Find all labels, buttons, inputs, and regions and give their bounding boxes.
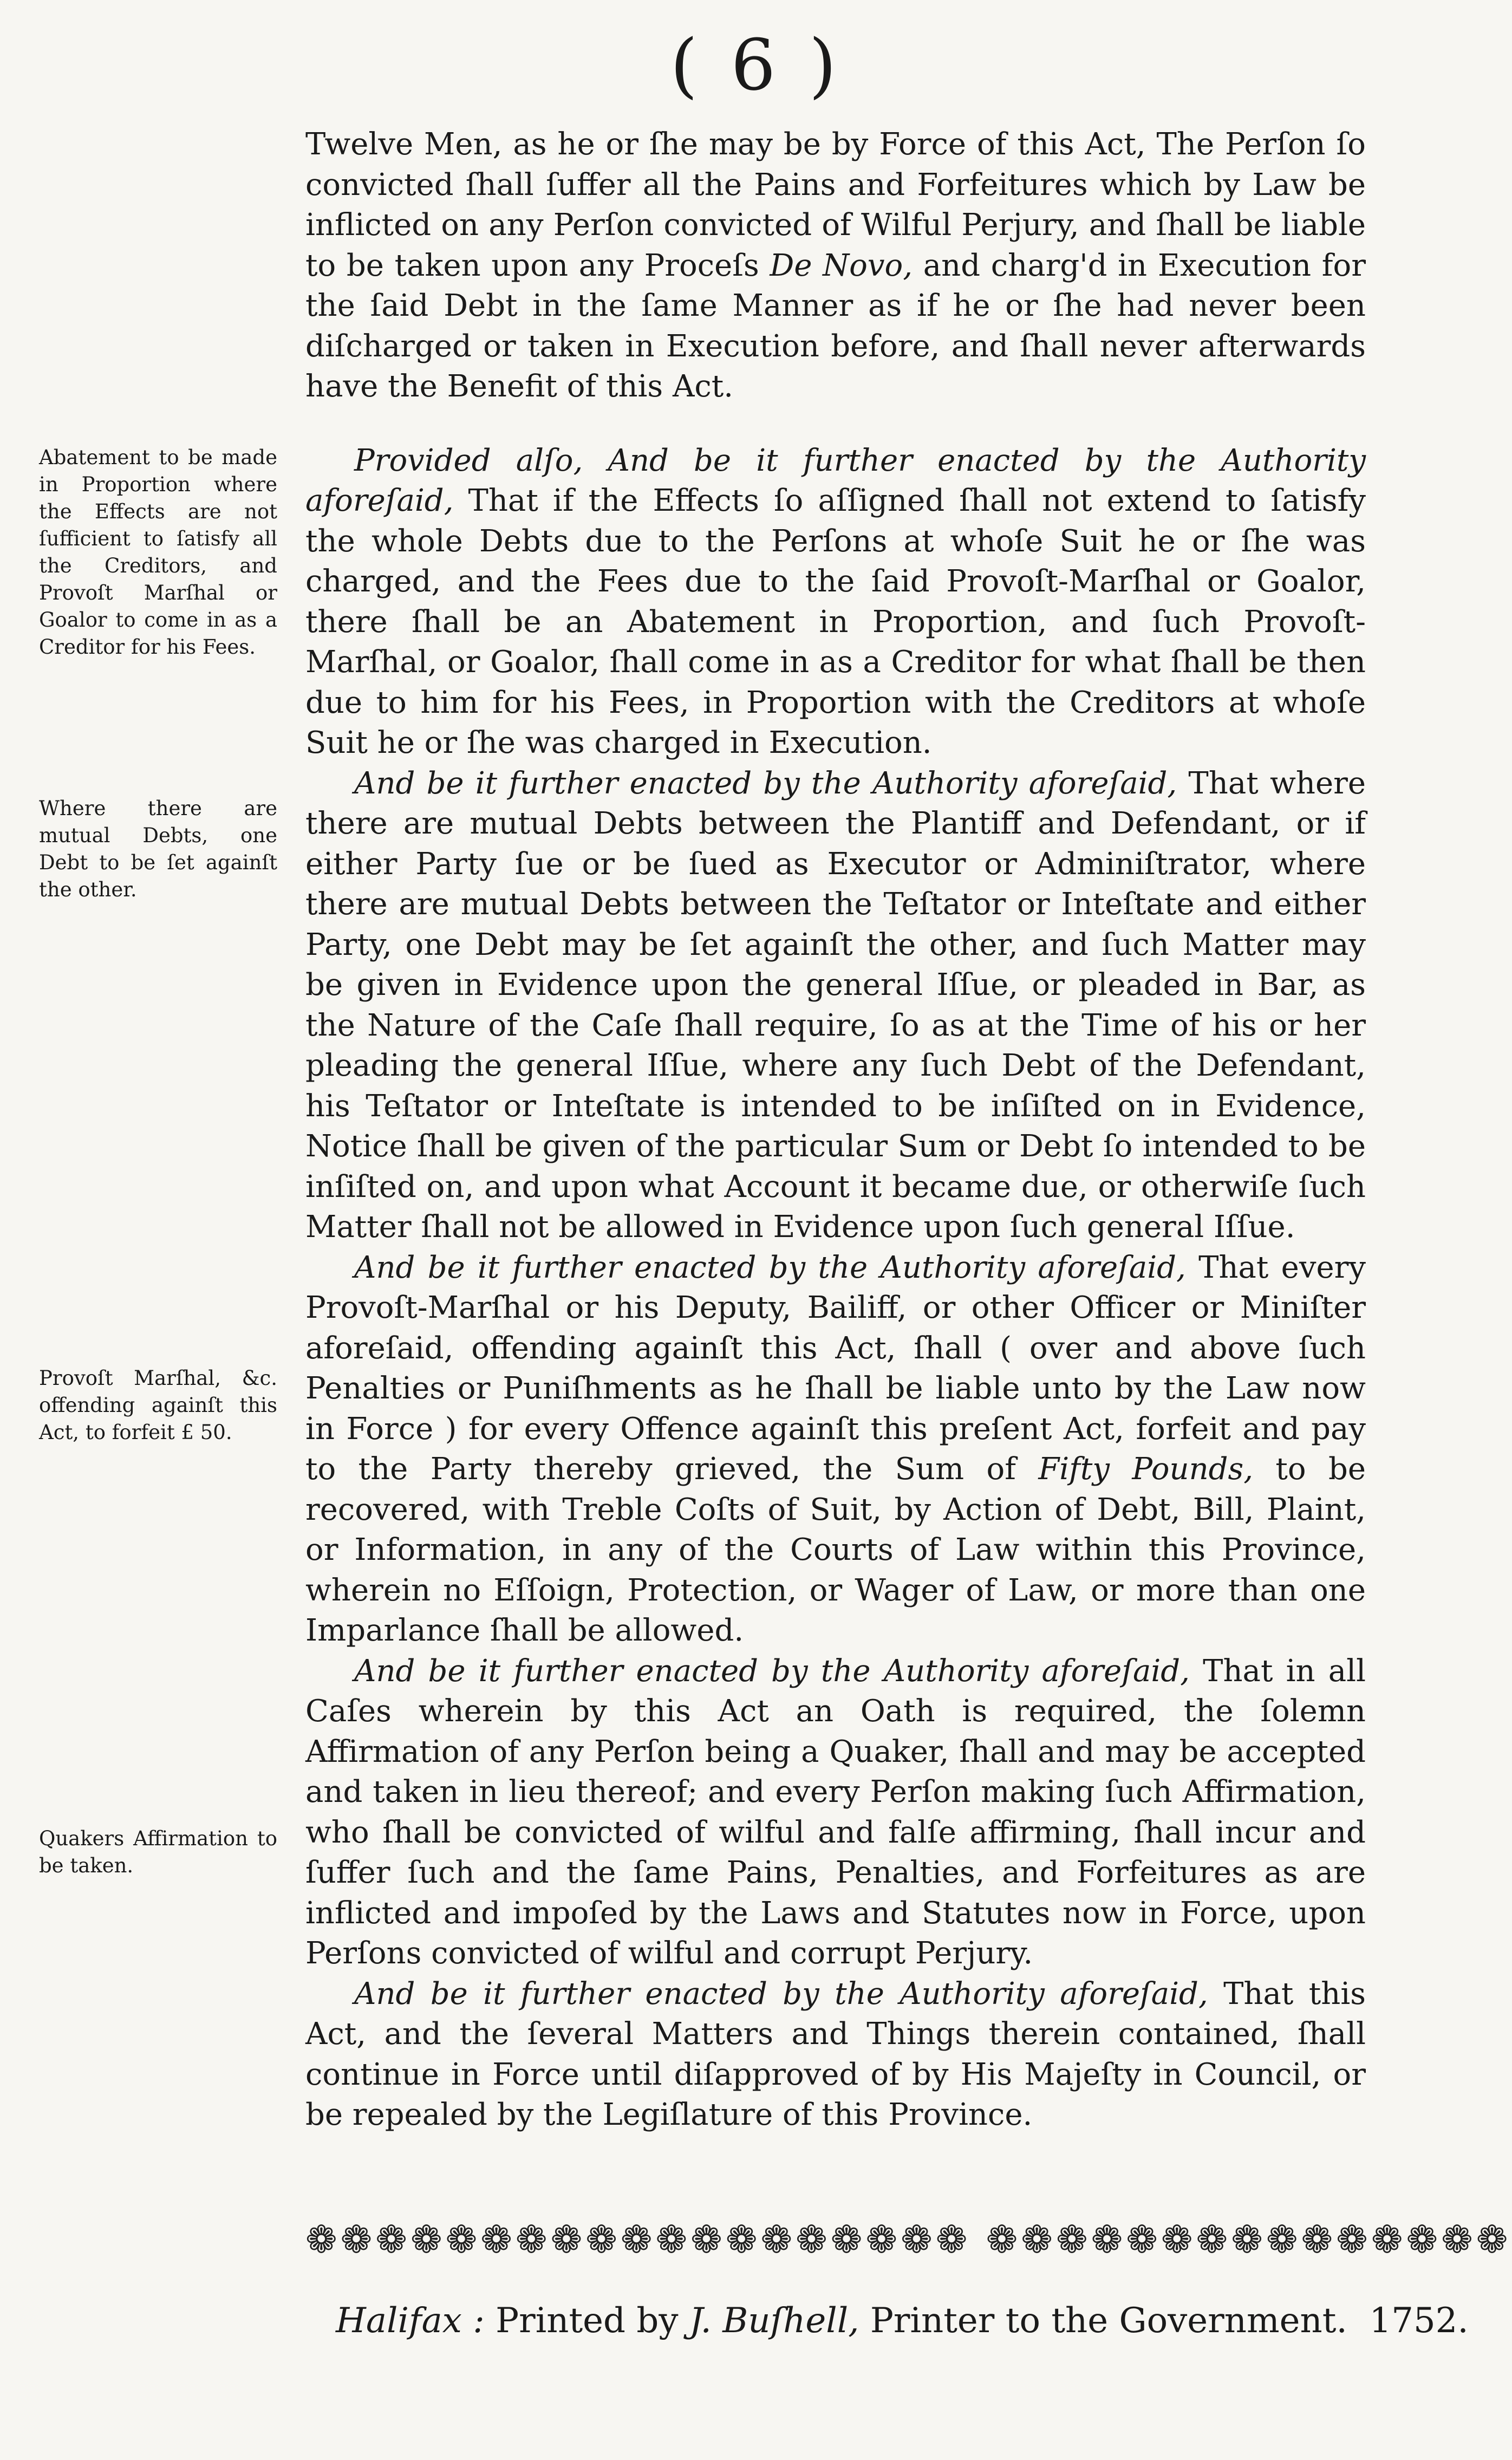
enacting-clause: And be it further enacted by the Authority aforeſaid, bbox=[354, 1249, 1186, 1285]
enacting-clause: And be it further enacted by the Authority aforeſaid, bbox=[354, 1976, 1208, 2012]
paragraph-5 bbox=[305, 1651, 1366, 1974]
page-number: ( 6 ) bbox=[670, 24, 842, 106]
paragraph-3-text: That where there are mutual Debts between the Plantiff and Defendant, or if either Party ſue or be ſued as Executor or Adminiſtrator, where there are mutual Debts between the Teſtator or Inteſtate and either Party, one Debt may be ſet againſt the other, and ſuch Matter may be given in Evidence upon the general Iſſue, or pleaded in Bar, as the Nature of the Caſe ſhall require, ſo as at the Time of his or her pleading the general Iſſue, where any ſuch Debt of the Defendant, his Teſtator or Inteſtate is intended to be inſiſted on in Evidence, Notice ſhall be given of the particular Sum or Debt ſo intended to be inſiſted on, and upon what Account it became due, or otherwiſe ſuch Matter ſhall not be allowed in Evidence upon ſuch general Iſſue. bbox=[305, 765, 1366, 1245]
imprint-year: 1752. bbox=[1369, 2301, 1469, 2341]
margin-note-abatement: Abatement to be made in Proportion where the Effects are not ſufficient to ſatisfy all the Creditors, and Provoſt Marſhal or Goalor to come in as a Creditor for his Fees. bbox=[39, 446, 277, 659]
paragraph-1-text-b: and charg'd in Execution for the ſaid Debt in the ſame Manner as if he or ſhe had never been diſcharged or taken in Execution before, and ſhall never afterwards have the Benefit of this Act. bbox=[305, 248, 1366, 404]
margin-note-mutual-debts: Where there are mutual Debts, one Debt to be ſet againſt the other. bbox=[39, 797, 277, 901]
margin-note-quakers: Quakers Affirmation to be taken. bbox=[39, 1827, 277, 1877]
imprint-rest: Printer to the Government. bbox=[859, 2301, 1347, 2341]
imprint-line bbox=[336, 2296, 1469, 2345]
paragraph-1 bbox=[305, 125, 1366, 407]
imprint-place: Halifax : bbox=[336, 2301, 485, 2341]
enacting-clause: Provided alſo, And be it further enacted by the Authority aforeſaid, bbox=[305, 442, 1366, 518]
fifty-pounds-phrase: Fifty Pounds, bbox=[1038, 1452, 1254, 1487]
enacting-clause: And be it further enacted by the Authority aforeſaid, bbox=[354, 1653, 1190, 1689]
paragraph-4-text-b: to be recovered, with Treble Coſts of Suit, by Action of Debt, Bill, Plaint, or Information, in any of the Courts of Law within this Province, wherein no Eſſoign, Protection, or Wager of Law, or more than one Imparlance ſhall be allowed. bbox=[305, 1452, 1366, 1648]
act-body-text bbox=[305, 125, 1366, 2136]
paragraph-4 bbox=[305, 1248, 1366, 1651]
imprint-printed-by: Printed by bbox=[484, 2301, 689, 2341]
paragraph-6 bbox=[305, 1974, 1366, 2136]
ornament-divider: ❁❁❁❁❁❁❁❁❁❁❁❁❁❁❁❁❁❁❁ ❁❁❁❁❁❁❁❁❁❁❁❁❁❁❁ bbox=[305, 2217, 1511, 2262]
de-novo-phrase: De Novo, bbox=[770, 248, 913, 283]
paragraph-3 bbox=[305, 764, 1366, 1248]
enacting-clause: And be it further enacted by the Authority aforeſaid, bbox=[354, 765, 1177, 801]
margin-note-provost-marshal: Provoſt Marſhal, &c. offending againſt this Act, to forfeit £ 50. bbox=[39, 1366, 277, 1444]
paragraph-2-text: That if the Effects ſo aſſigned ſhall not extend to ſatisfy the whole Debts due to the Perſons at whoſe Suit he or ſhe was charged, and the Fees due to the ſaid Provoſt-Marſhal or Goalor, there ſhall be an Abatement in Proportion, and ſuch Provoſt-Marſhal, or Goalor, ſhall come in as a Creditor for what ſhall be then due to him for his Fees, in Proportion with the Creditors at whoſe Suit he or ſhe was charged in Execution. bbox=[305, 483, 1366, 760]
paragraph-6-text: That this Act, and the ſeveral Matters and Things therein contained, ſhall continue in Force until diſapproved of by His Majeſty in Council, or be repealed by the Legiſlature of this Province. bbox=[305, 1976, 1366, 2132]
paragraph-1-text-a: Twelve Men, as he or ſhe may be by Force of this Act, The Perſon ſo convicted ſhall ſuffer all the Pains and Forfeitures which by Law be inflicted on any Perſon convicted of Wilful Perjury, and ſhall be liable to be taken upon any Proceſs bbox=[305, 127, 1366, 283]
paragraph-5-text: That in all Caſes wherein by this Act an Oath is required, the ſolemn Affirmation of any Perſon being a Quaker, ſhall and may be accepted and taken in lieu thereof; and every Perſon making ſuch Affirmation, who ſhall be convicted of wilful and falſe affirming, ſhall incur and ſuffer ſuch and the ſame Pains, Penalties, and Forfeitures as are inflicted and impoſed by the Laws and Statutes now in Force, upon Perſons convicted of wilful and corrupt Perjury. bbox=[305, 1653, 1366, 1971]
paragraph-2 bbox=[305, 441, 1366, 764]
paragraph-4-text-a: That every Provoſt-Marſhal or his Deputy, Bailiff, or other Officer or Miniſter aforeſaid, offending againſt this Act, ſhall ( over and above ſuch Penalties or Puniſhments as he ſhall be liable unto by the Law now in Force ) for every Offence againſt this preſent Act, forfeit and pay to the Party thereby grieved, the Sum of bbox=[305, 1249, 1366, 1487]
imprint-printer: J. Buſhell, bbox=[689, 2301, 859, 2341]
